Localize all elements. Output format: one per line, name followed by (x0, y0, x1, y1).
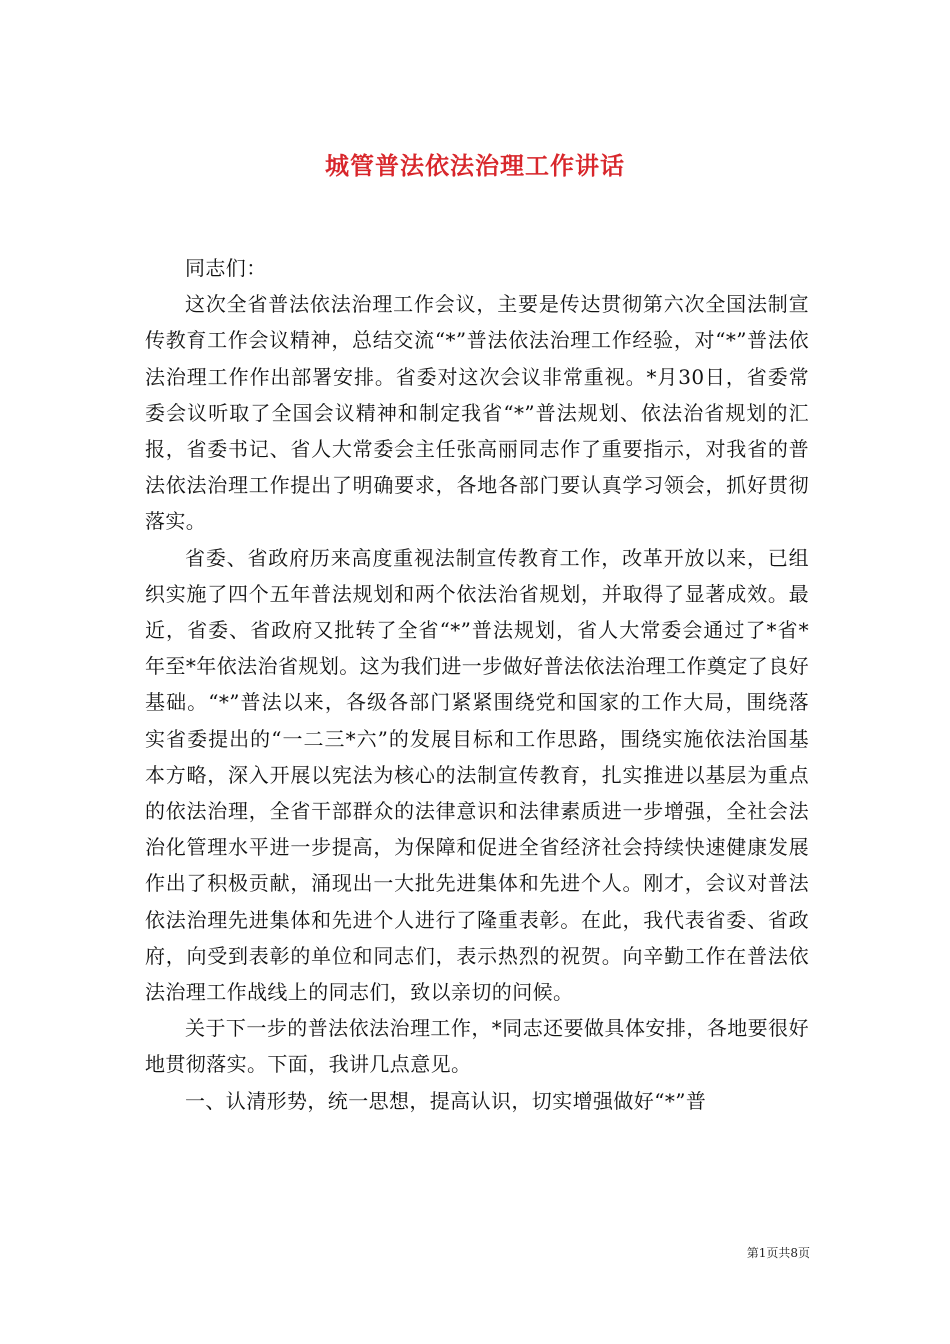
document-body (145, 250, 809, 1119)
paragraph-2: 省委、省政府历来高度重视法制宣传教育工作，改革开放以来，已组织实施了四个五年普法规划和两个依法治省规划，并取得了显著成效。最近，省委、省政府又批转了全省“*”普法规划，省人大常委会通过了*省*年至*年依法治省规划。这为我们进一步做好普法依法治理工作奠定了良好基础。“*”普法以来，各级各部门紧紧围绕党和国家的工作大局，围绕落实省委提出的“一二三*六”的发展目标和工作思路，围绕实施依法治国基本方略，深入开展以宪法为核心的法制宣传教育，扎实推进以基层为重点的依法治理，全省干部群众的法律意识和法律素质进一步增强，全社会法治化管理水平进一步提高，为保障和促进全省经济社会持续快速健康发展作出了积极贡献，涌现出一大批先进集体和先进个人。刚才，会议对普法依法治理先进集体和先进个人进行了隆重表彰。在此，我代表省委、省政府，向受到表彰的单位和同志们，表示热烈的祝贺。向辛勤工作在普法依法治理工作战线上的同志们，致以亲切的问候。 (145, 545, 809, 1005)
paragraph-4: 一、认清形势，统一思想，提高认识，切实增强做好“*”普 (185, 1088, 707, 1113)
salutation: 同志们： (185, 256, 267, 280)
page-number: 第1页共8页 (746, 1246, 810, 1260)
page-title: 城管普法依法治理工作讲话 (325, 151, 625, 181)
paragraph-1: 这次全省普法依法治理工作会议，主要是传达贯彻第六次全国法制宣传教育工作会议精神，总结交流“*”普法依法治理工作经验，对“*”普法依法治理工作作出部署安排。省委对这次会议非常重视。*月30日，省委常委会议听取了全国会议精神和制定我省“*”普法规划、依法治省规划的汇报，省委书记、省人大常委会主任张高丽同志作了重要指示，对我省的普法依法治理工作提出了明确要求，各地各部门要认真学习领会，抓好贯彻落实。 (145, 292, 809, 534)
paragraph-3: 关于下一步的普法依法治理工作，*同志还要做具体安排，各地要很好地贯彻落实。下面，我讲几点意见。 (145, 1016, 809, 1077)
